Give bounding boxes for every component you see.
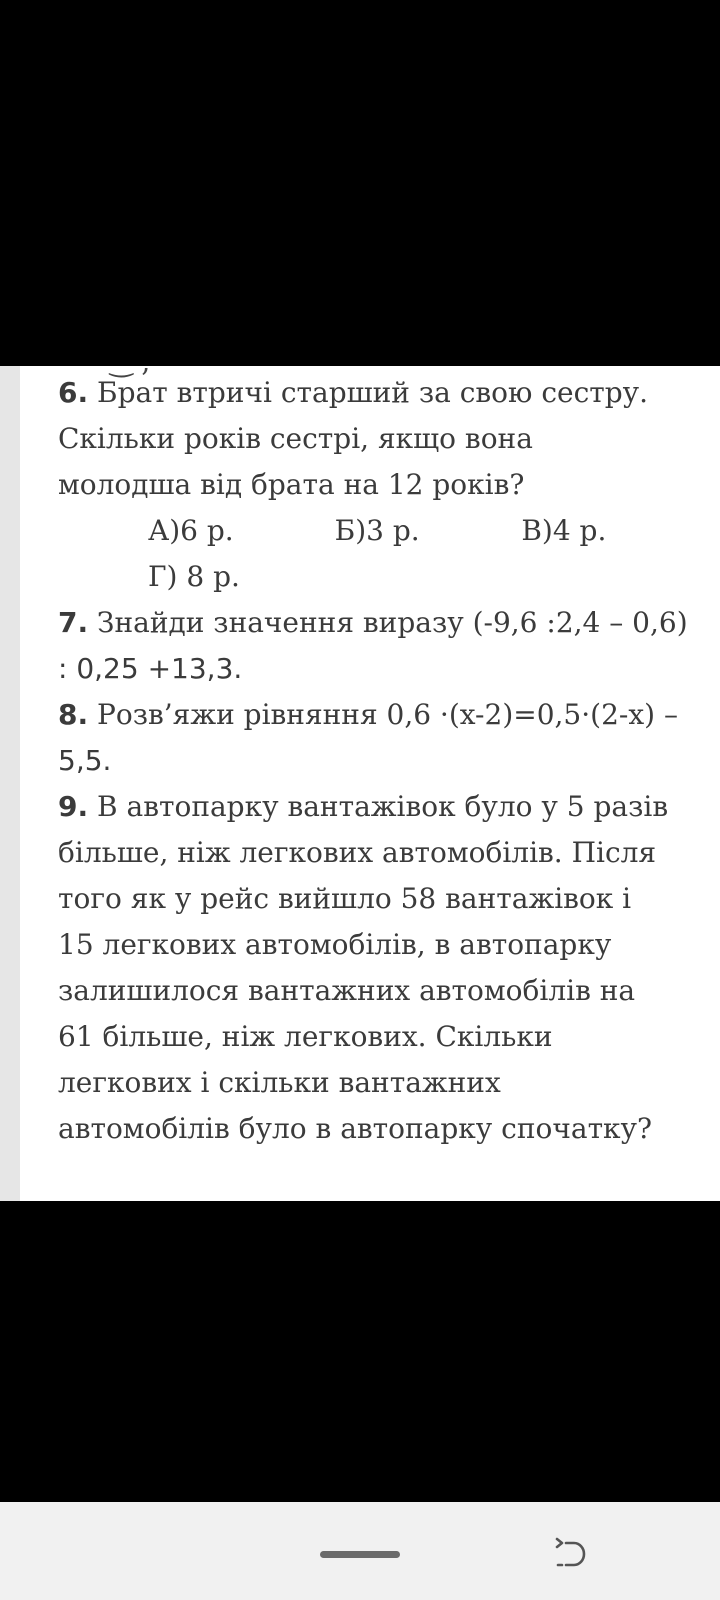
document-content <box>58 370 708 1152</box>
answer-option-b: Б)3 р. <box>334 514 420 547</box>
question-9 <box>58 784 708 1152</box>
answer-option-a: А)6 р. <box>148 514 234 547</box>
question-number: 8. <box>58 698 89 731</box>
question-text-line: Знайди значення виразу (-9,6 :2,4 – 0,6) <box>97 606 688 639</box>
question-text-line: В автопарку вантажівок було у 5 разів <box>97 790 669 823</box>
cropped-previous-line: ‿ , <box>110 345 151 378</box>
system-navigation-bar <box>0 1502 720 1600</box>
question-number: 7. <box>58 606 89 639</box>
question-text-line: Скільки років сестрі, якщо вона <box>58 422 533 455</box>
answer-options <box>58 508 708 554</box>
question-text-line: молодша від брата на 12 років? <box>58 468 525 501</box>
bottom-black-area <box>0 1201 720 1502</box>
question-6 <box>58 370 708 600</box>
question-text-line: 5,5. <box>58 744 112 777</box>
question-7 <box>58 600 708 692</box>
question-text-line: автомобілів було в автопарку спочатку? <box>58 1112 653 1145</box>
question-text-line: 61 більше, ніж легкових. Скільки <box>58 1020 553 1053</box>
top-black-area <box>0 0 720 366</box>
question-text-line: того як у рейс вийшло 58 вантажівок і <box>58 882 632 915</box>
question-text-line: : 0,25 +13,3. <box>58 652 243 685</box>
question-text-line: легкових і скільки вантажних <box>58 1066 501 1099</box>
question-text-line: 15 легкових автомобілів, в автопарку <box>58 928 612 961</box>
rotate-screen-icon[interactable] <box>554 1536 588 1572</box>
answer-option-c: В)4 р. <box>521 514 607 547</box>
document-page <box>20 345 720 1201</box>
question-8 <box>58 692 708 784</box>
question-text-line: Брат втричі старший за свою сестру. <box>97 376 649 409</box>
question-number: 6. <box>58 376 89 409</box>
document-viewer[interactable] <box>0 345 720 1201</box>
question-text-line: залишилося вантажних автомобілів на <box>58 974 636 1007</box>
question-text-line: Розв’яжи рівняння 0,6 ·(x-2)=0,5·(2-x) – <box>97 698 678 731</box>
question-text-line: більше, ніж легкових автомобілів. Після <box>58 836 657 869</box>
home-gesture-handle[interactable] <box>320 1551 400 1558</box>
answer-option-d: Г) 8 р. <box>148 560 240 593</box>
question-number: 9. <box>58 790 89 823</box>
